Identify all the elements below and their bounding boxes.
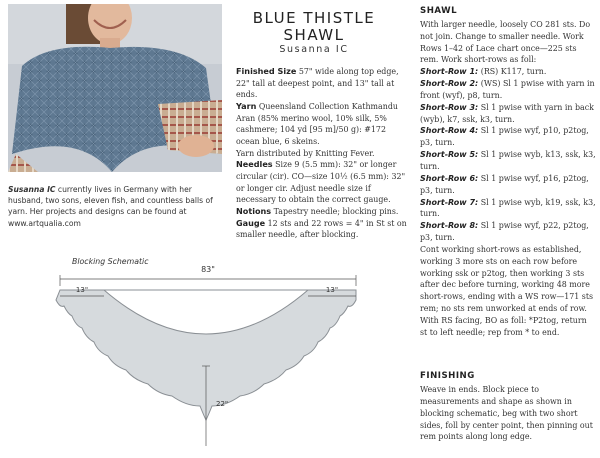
short-row-text: Sl 1 pwise wyb, k13, ssk, k3, turn. — [420, 150, 596, 171]
shawl-instructions — [420, 6, 596, 339]
short-row-text: Sl 1 pwise wyf, p16, p2tog, p3, turn. — [420, 173, 589, 195]
short-row-label: Short-Row 8: — [420, 221, 479, 231]
short-row-label: Short-Row 4: — [420, 126, 479, 136]
end-left-label: 13" — [75, 286, 89, 294]
depth-label: 22" — [216, 400, 229, 408]
pattern-title-line2: SHAWL — [283, 26, 345, 44]
short-row-label: Short-Row 6: — [420, 173, 479, 183]
spec-label: Needles — [236, 159, 273, 170]
short-row — [420, 102, 596, 126]
designer-bio-text: currently lives in Germany with her husband, two sons, eleven fish, and countless balls of yarn. Her projects and designs can be found at www.artqualia.com — [8, 185, 213, 228]
short-row-text: (RS) K117, turn. — [478, 67, 547, 77]
spec-label: Finished Size — [236, 66, 297, 76]
schematic-title: Blocking Schematic — [72, 257, 149, 266]
spec-text: Yarn distributed by Knitting Fever. — [236, 148, 375, 158]
shawl-heading: SHAWL — [420, 6, 458, 16]
short-row — [420, 66, 596, 78]
short-row — [420, 78, 596, 102]
spec-notions — [236, 206, 412, 218]
spec-text: Queensland Collection Kathmandu Aran (85% merino wool, 10% silk, 5% cashmere; 104 yd [95 m]/50 g): #172 ocean blue, 6 skeins. — [236, 101, 398, 146]
model-photo-illustration — [8, 4, 222, 172]
short-row-text: Sl 1 pwise wyb, k19, ssk, k3, turn. — [420, 197, 596, 219]
short-row-label: Short-Row 1: — [420, 67, 479, 77]
short-row — [420, 220, 596, 244]
end-right-label: 13" — [325, 286, 339, 294]
pattern-author: Susanna IC — [279, 44, 349, 55]
short-row-label: Short-Row 2: — [420, 79, 479, 89]
spec-gauge — [236, 218, 412, 241]
pattern-title-line1: BLUE THISTLE — [252, 9, 376, 27]
short-row-text: (WS) Sl 1 pwise with yarn in front (wyf), p8, turn. — [420, 79, 595, 100]
model-photo — [8, 4, 222, 172]
spec-yarn-distributor — [236, 148, 412, 160]
short-row-label: Short-Row 5: — [420, 150, 479, 160]
spec-text: Tapestry needle; blocking pins. — [271, 206, 399, 216]
shawl-continue: Cont working short-rows as established, working 3 more sts on each row before working ssk or p2tog, then working 3 sts after dec before turning, working 48 more short-rows, ending with a WS row—171 sts rem; no sts rem unworked at ends of row. With RS facing, BO as foll: *P2tog, return st to left needle; rep from * to end. — [420, 244, 594, 337]
finishing-section — [420, 371, 596, 384]
short-row-text: Sl 1 pwise wyf, p10, p2tog, p3, turn. — [420, 126, 589, 148]
finishing-heading: FINISHING — [420, 371, 475, 381]
short-row-text: Sl 1 pwise wyf, p22, p2tog, p3, turn. — [420, 221, 589, 243]
short-row — [420, 197, 596, 221]
short-row — [420, 149, 596, 173]
short-row-label: Short-Row 7: — [420, 197, 479, 207]
pattern-specs — [236, 66, 412, 241]
spec-finished-size — [236, 66, 412, 101]
spec-needles — [236, 159, 412, 206]
short-row-text: Sl 1 pwise with yarn in back (wyb), k7, ssk, k3, turn. — [420, 102, 594, 124]
short-row — [420, 125, 596, 149]
pattern-title — [236, 10, 392, 44]
short-row — [420, 173, 596, 197]
spec-text: 12 sts and 22 rows = 4" in St st on smaller needle, after blocking. — [236, 218, 407, 240]
blocking-schematic — [0, 256, 412, 458]
spec-label: Yarn — [236, 100, 257, 111]
shawl-intro: With larger needle, loosely CO 281 sts. Do not join. Change to smaller needle. Work Rows 1–42 of Lace chart once—225 sts rem. Work short-rows as foll: — [420, 19, 591, 65]
spec-text: 57" wide along top edge, 22" tall at deepest point, and 13" tall at ends. — [236, 67, 399, 100]
finishing-text: Weave in ends. Block piece to measurements and shape as shown in blocking schematic, beg with two short sides, foll by center point, then pinning out rem points along long edge. — [420, 385, 593, 442]
short-row-label: Short-Row 3: — [420, 102, 479, 112]
designer-bio — [8, 184, 222, 229]
designer-name: Susanna IC — [8, 185, 56, 194]
spec-label: Notions — [236, 205, 272, 216]
spec-text: Size 9 (5.5 mm): 32" or longer circular (cir). CO—size 10½ (6.5 mm): 32" or longer cir. Adjust needle size if necessary to obtain the correct gauge. — [236, 160, 406, 205]
spec-label: Gauge — [236, 217, 266, 228]
width-label: 83" — [201, 265, 215, 274]
spec-yarn — [236, 101, 412, 148]
